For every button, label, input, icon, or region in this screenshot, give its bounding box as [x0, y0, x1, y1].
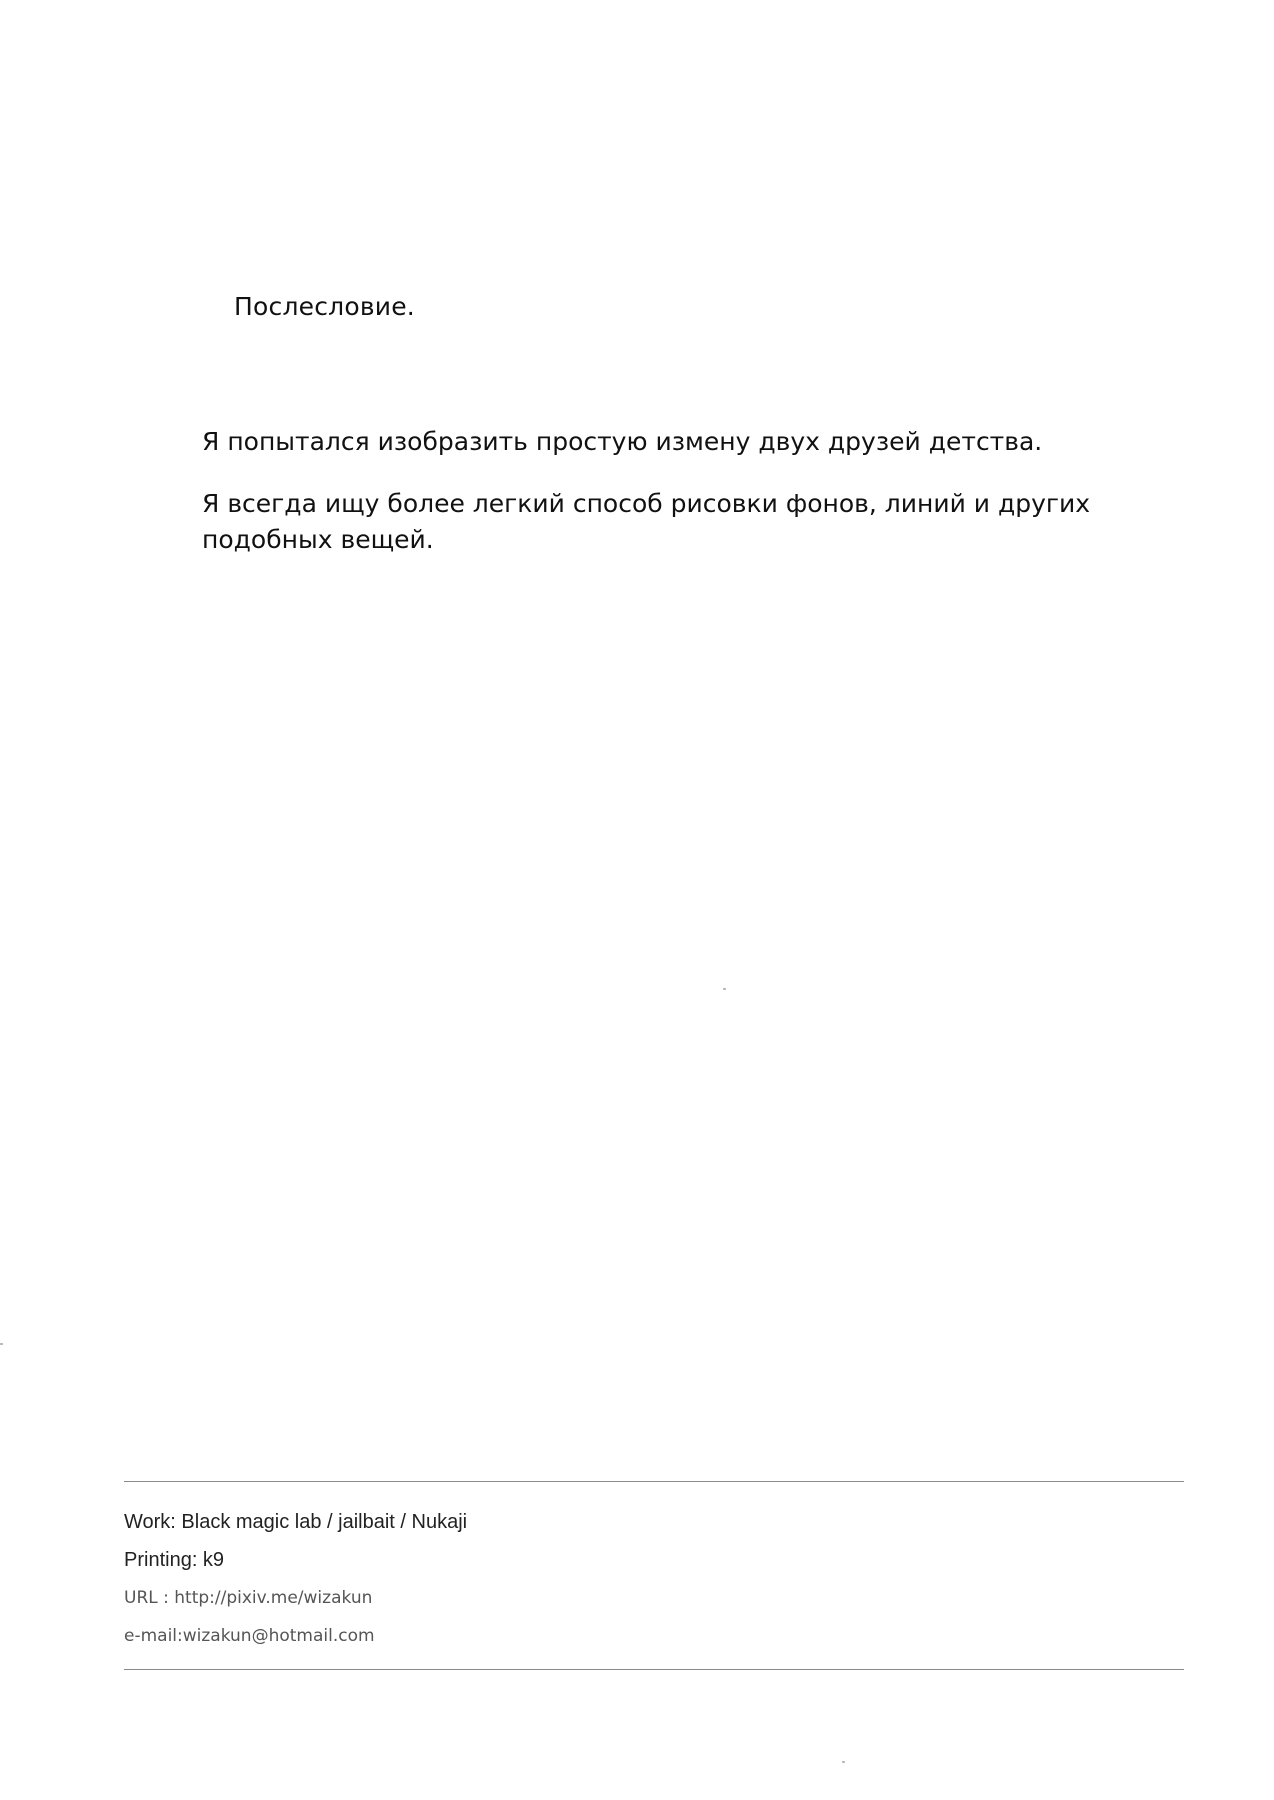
- credits-bottom-divider: [124, 1669, 1184, 1670]
- afterword-paragraph-1: Я попытался изобразить простую измену двух друзей детства.: [202, 427, 1043, 456]
- credits-url: URL : http://pixiv.me/wizakun: [124, 1588, 373, 1608]
- credits-printing: Printing: k9: [124, 1549, 225, 1571]
- credits-work: Work: Black magic lab / jailbait / Nukaji: [124, 1511, 468, 1533]
- credits-block: [124, 1503, 467, 1655]
- afterword-paragraph-2: Я всегда ищу более легкий способ рисовки фонов, линий и других подобных вещей.: [202, 489, 1091, 554]
- credits-email: e-mail:wizakun@hotmail.com: [124, 1626, 375, 1646]
- scan-speck: [723, 988, 726, 990]
- scan-speck: [0, 1343, 3, 1345]
- credits-top-divider: [124, 1481, 1184, 1482]
- afterword-title: Послесловие.: [234, 292, 415, 321]
- scan-speck: [842, 1761, 845, 1763]
